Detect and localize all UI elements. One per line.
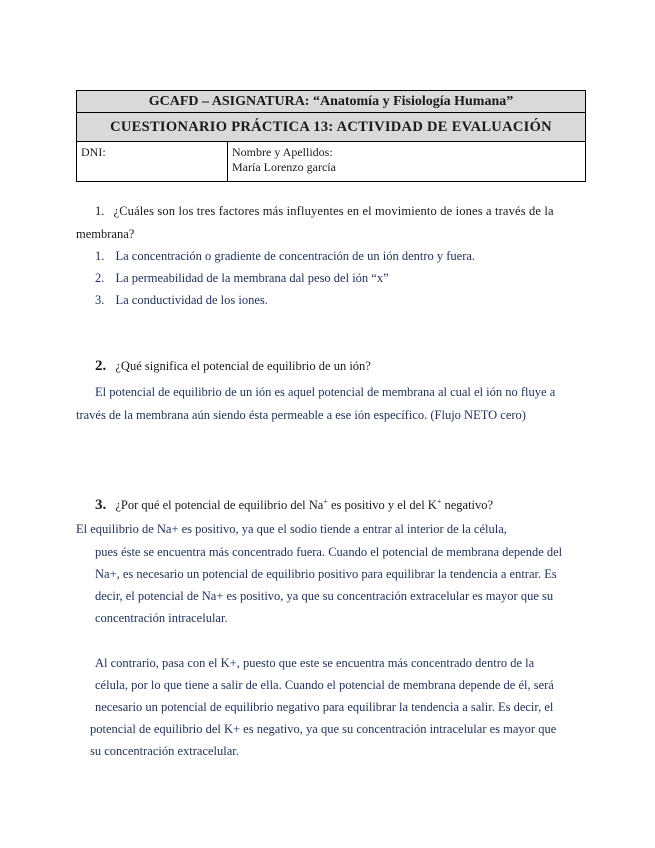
q1-question-line1 bbox=[95, 204, 554, 219]
q3-text-a: ¿Por qué el potencial de equilibrio del Na bbox=[115, 498, 324, 513]
q3-answer-line: decir, el potencial de Na+ es positivo, ya que su concentración extracelular es mayor que su bbox=[95, 589, 554, 603]
header-table bbox=[76, 90, 586, 182]
q1-answer-2-num: 2. bbox=[95, 271, 105, 285]
q3-answer-line: Na+, es necesario un potencial de equilibrio positivo para equilibrar la tendencia a entrar. Es bbox=[95, 567, 557, 581]
q3-text-b: es positivo y el del K bbox=[327, 498, 437, 513]
q3-sup-b: + bbox=[436, 497, 442, 506]
q3-answer-line: Al contrario, pasa con el K+, puesto que este se encuentra más concentrado dentro de la bbox=[95, 656, 535, 670]
name-label: Nombre y Apellidos: bbox=[232, 145, 333, 159]
q1-answer-2 bbox=[95, 271, 389, 286]
q1-answer-2-text: La permeabilidad de la membrana dal peso del ión “x” bbox=[115, 271, 389, 285]
q1-answer-3-num: 3. bbox=[95, 293, 105, 307]
q1-question-line2: membrana? bbox=[76, 227, 135, 241]
q3-answer-line: potencial de equilibrio del K+ es negativo, ya que su concentración intracelular es mayor que bbox=[90, 722, 557, 736]
q2-number: 2. bbox=[95, 358, 107, 374]
q2-question bbox=[95, 358, 371, 375]
name-cell bbox=[228, 142, 586, 182]
name-value: María Lorenzo garcía bbox=[232, 160, 336, 174]
q3-question bbox=[95, 497, 493, 514]
q3-answer-line: pues éste se encuentra más concentrado fuera. Cuando el potencial de membrana depende del bbox=[95, 545, 563, 559]
q2-answer-line2: través de la membrana aún siendo ésta permeable a ese ión específico. (Flujo NETO cero) bbox=[76, 408, 526, 422]
q1-text: ¿Cuáles son los tres factores más influyentes en el movimiento de iones a través de la bbox=[113, 204, 554, 218]
q3-answer-line: su concentración extracelular. bbox=[90, 744, 239, 758]
q1-answer-3-text: La conductividad de los iones. bbox=[115, 293, 268, 307]
q3-text-c: negativo? bbox=[441, 498, 494, 513]
q3-answer-line: necesario un potencial de equilibrio negativo para equilibrar la tendencia a salir. Es decir, el bbox=[95, 700, 554, 714]
q3-answer-line: concentración intracelular. bbox=[95, 611, 228, 625]
q3-answer-line: El equilibrio de Na+ es positivo, ya que el sodio tiende a entrar al interior de la célula, bbox=[76, 522, 507, 536]
q3-number: 3. bbox=[95, 497, 107, 514]
dni-cell bbox=[77, 142, 228, 182]
q1-number: 1. bbox=[95, 204, 105, 218]
q3-sup-a: + bbox=[323, 497, 328, 506]
q1-answer-1-num: 1. bbox=[95, 249, 105, 263]
q1-answer-3 bbox=[95, 293, 268, 308]
course-title: GCAFD – ASIGNATURA: “Anatomía y Fisiología Humana” bbox=[77, 91, 586, 113]
q3-answer-line: célula, por lo que tiene a salir de ella. Cuando el potencial de membrana depende de él, será bbox=[95, 678, 554, 692]
questionnaire-title: CUESTIONARIO PRÁCTICA 13: ACTIVIDAD DE EVALUACIÓN bbox=[77, 113, 586, 142]
q1-answer-1 bbox=[95, 249, 475, 264]
q1-answer-1-text: La concentración o gradiente de concentración de un ión dentro y fuera. bbox=[115, 249, 476, 263]
q2-text: ¿Qué significa el potencial de equilibrio de un ión? bbox=[115, 359, 371, 373]
dni-label: DNI: bbox=[81, 145, 106, 159]
q2-answer-line1: El potencial de equilibrio de un ión es aquel potencial de membrana al cual el ión no fluye a bbox=[95, 385, 556, 399]
